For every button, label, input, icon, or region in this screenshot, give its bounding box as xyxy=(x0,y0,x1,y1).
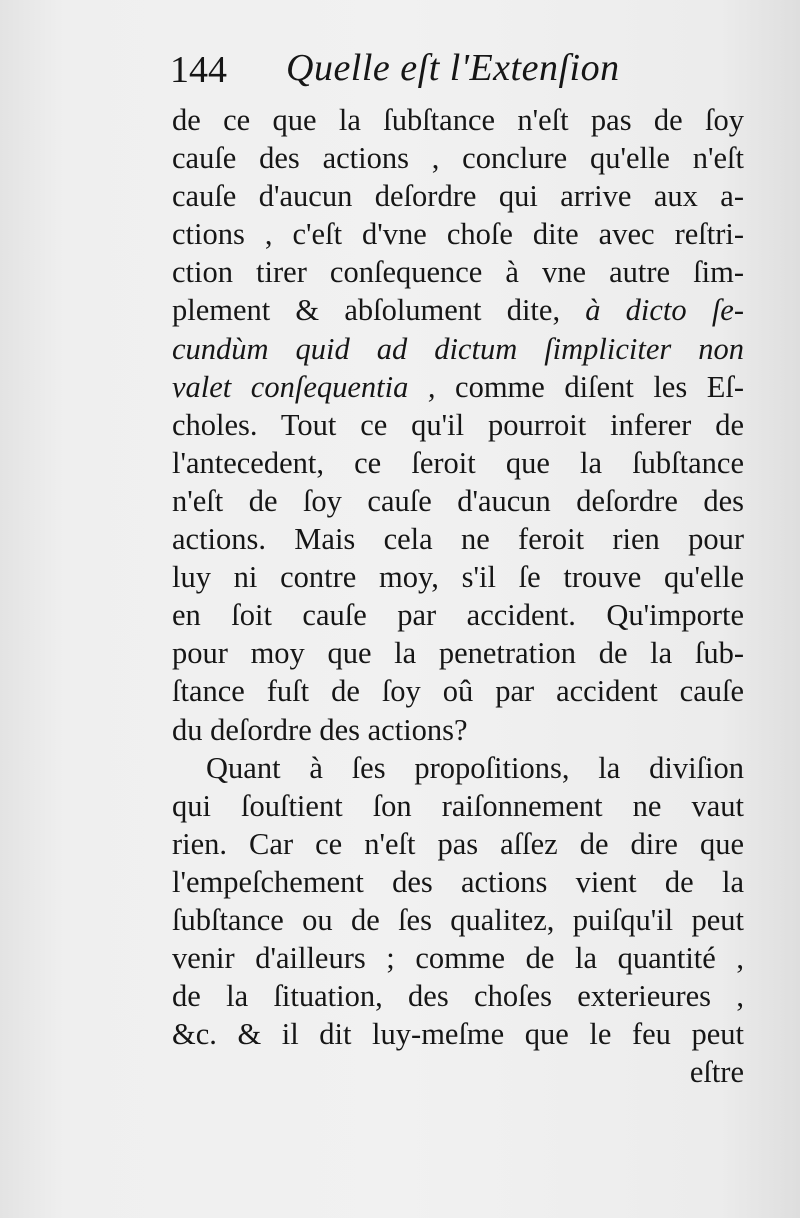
italic-latin-phrase: cundùm quid ad dictum ſimpliciter non xyxy=(172,331,744,366)
line-text: ctions , c'eſt d'vne choſe dite avec reſtri- xyxy=(172,217,744,252)
line-text: du deſordre des actions? xyxy=(172,712,468,747)
line-text: plement & abſolument dite, xyxy=(172,293,586,328)
line-text: ction tirer conſequence à vne autre ſim- xyxy=(172,255,744,290)
text-line xyxy=(172,558,744,596)
text-line xyxy=(172,939,744,977)
text-line xyxy=(172,825,744,863)
text-line xyxy=(172,1053,744,1091)
page-header xyxy=(170,40,670,100)
line-text: en ſoit cauſe par accident. Qu'importe xyxy=(172,598,744,633)
line-text: cauſe d'aucun deſordre qui arrive aux a- xyxy=(172,179,744,214)
line-text: actions. Mais cela ne feroit rien pour xyxy=(172,522,744,557)
line-text: l'empeſchement des actions vient de la xyxy=(172,864,744,899)
text-line xyxy=(172,634,744,672)
line-text: n'eſt de ſoy cauſe d'aucun deſordre des xyxy=(172,483,744,518)
text-line xyxy=(172,139,744,177)
italic-latin-phrase: valet conſequentia , xyxy=(172,369,436,404)
text-line xyxy=(172,863,744,901)
text-line xyxy=(172,101,744,139)
text-line xyxy=(172,520,744,558)
line-text: ſtance fuſt de ſoy oû par accident cauſe xyxy=(172,674,744,709)
text-line xyxy=(172,177,744,215)
text-line xyxy=(172,215,744,253)
line-text: eſtre xyxy=(689,1055,744,1090)
text-line xyxy=(172,444,744,482)
line-text: venir d'ailleurs ; comme de la quantité , xyxy=(172,941,744,976)
line-text: Quant à ſes propoſitions, la diviſion xyxy=(206,750,744,785)
line-text: cauſe des actions , conclure qu'elle n'eſt xyxy=(172,141,744,176)
line-text: ſubſtance ou de ſes qualitez, puiſqu'il peut xyxy=(172,902,744,937)
line-text: qui ſouſtient ſon raiſonnement ne vaut xyxy=(172,788,744,823)
text-line xyxy=(172,368,744,406)
text-line xyxy=(172,672,744,710)
text-line xyxy=(172,749,744,787)
text-line xyxy=(172,482,744,520)
text-line xyxy=(172,291,744,329)
line-text: l'antecedent, ce ſeroit que la ſubſtance xyxy=(172,445,744,480)
running-title: Quelle eſt l'Extenſion xyxy=(286,47,620,89)
line-text: pour moy que la penetration de la ſub- xyxy=(172,636,744,671)
line-text: comme diſent les Eſ- xyxy=(435,369,744,404)
text-line xyxy=(172,596,744,634)
text-line xyxy=(172,977,744,1015)
text-line xyxy=(172,253,744,291)
line-text: choles. Tout ce qu'il pourroit inferer de xyxy=(172,407,744,442)
italic-latin-phrase: à dicto ſe- xyxy=(585,293,744,328)
text-line xyxy=(172,711,744,749)
line-text: de ce que la ſubſtance n'eſt pas de ſoy xyxy=(172,103,744,137)
page-number: 144 xyxy=(170,49,227,91)
text-line xyxy=(172,787,744,825)
body-text xyxy=(172,101,744,1091)
line-text: &c. & il dit luy-meſme que le feu peut xyxy=(172,1017,744,1052)
line-text: de la ſituation, des choſes exterieures , xyxy=(172,979,744,1014)
text-line xyxy=(172,330,744,368)
line-text: rien. Car ce n'eſt pas aſſez de dire que xyxy=(172,826,744,861)
text-line xyxy=(172,1015,744,1053)
line-text: luy ni contre moy, s'il ſe trouve qu'elle xyxy=(172,560,744,595)
text-line xyxy=(172,406,744,444)
text-line xyxy=(172,901,744,939)
